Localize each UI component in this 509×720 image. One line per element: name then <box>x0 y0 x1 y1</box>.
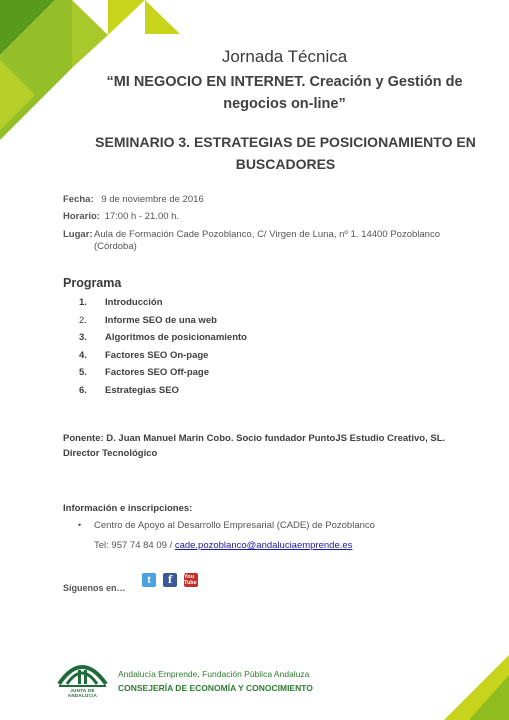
item-number: 5. <box>79 367 87 379</box>
event-type-title: Jornada Técnica <box>221 47 348 66</box>
item-text: Introducción <box>105 297 163 308</box>
ponente-line-1: Ponente: D. Juan Manuel Marín Cobo. Socio fundador PuntoJS Estudio Creativo, SL. <box>63 433 446 444</box>
subtitle-line-1: “MI NEGOCIO EN INTERNET. Creación y Gestión de <box>106 74 463 90</box>
lugar-value: Aula de Formación Cade Pozoblanco, C/ Virgen de Luna, nº 1. 14400 Pozoblanco (Córdoba) <box>94 229 440 252</box>
fecha-row <box>63 194 440 206</box>
item-number: 4. <box>79 349 87 361</box>
logo-caption: JUNTA DE ANDALUCIA <box>67 688 98 698</box>
twitter-icon[interactable]: t <box>142 573 156 587</box>
horario-row <box>63 211 440 223</box>
item-text: Informe SEO de una web <box>105 314 217 326</box>
subtitle-line-2: negocios on-line” <box>223 96 346 112</box>
seminar-line-1: SEMINARIO 3. ESTRATEGIAS DE POSICIONAMIENTO EN <box>95 134 476 150</box>
event-subtitle <box>60 71 509 115</box>
seminar-title <box>58 131 509 175</box>
junta-andalucia-logo <box>55 656 110 688</box>
item-text: Factores SEO Off-page <box>105 367 209 379</box>
consejeria-name: CONSEJERÍA DE ECONOMÍA Y CONOCIMIENTO <box>118 683 313 693</box>
ponente-line-2: Director Tecnológico <box>63 448 158 459</box>
facebook-icon[interactable]: f <box>163 573 177 587</box>
item-number: 3. <box>79 332 87 344</box>
item-text: Algoritmos de posicionamiento <box>105 332 247 344</box>
follow-label: Síguenos en… <box>63 583 126 593</box>
item-number: 6. <box>79 384 87 396</box>
youtube-icon[interactable]: You Tube <box>184 574 197 586</box>
footer-decoration <box>444 655 509 720</box>
organization-name: Andalucía Emprende, Fundación Pública Andaluza <box>118 669 310 679</box>
horario-label: Horario: <box>63 211 100 222</box>
centro-text: Centro de Apoyo al Desarrollo Empresarial (CADE) de Pozoblanco <box>94 520 375 531</box>
seminar-line-2: BUSCADORES <box>235 156 336 172</box>
fecha-value: 9 de noviembre de 2016 <box>101 194 204 205</box>
item-number: 1. <box>79 297 87 308</box>
lugar-label: Lugar: <box>63 229 93 240</box>
horario-value: 17:00 h - 21.00 h. <box>104 211 180 222</box>
contact-line <box>94 540 352 551</box>
tel-text: Tel: 957 74 84 09 / <box>94 540 175 551</box>
fecha-label: Fecha: <box>63 194 94 205</box>
item-number: 2. <box>79 314 87 326</box>
programa-heading: Programa <box>63 276 122 290</box>
lugar-row <box>63 229 440 255</box>
item-text: Estrategias SEO <box>105 384 179 396</box>
email-link[interactable]: cade.pozoblanco@andaluciaemprende.es <box>174 540 353 551</box>
bullet-marker: • <box>78 520 82 530</box>
header-decoration <box>0 0 180 140</box>
item-text: Factores SEO On-page <box>105 349 209 361</box>
ponente-info <box>63 431 453 461</box>
inscripciones-heading: Información e inscripciones: <box>63 503 193 514</box>
